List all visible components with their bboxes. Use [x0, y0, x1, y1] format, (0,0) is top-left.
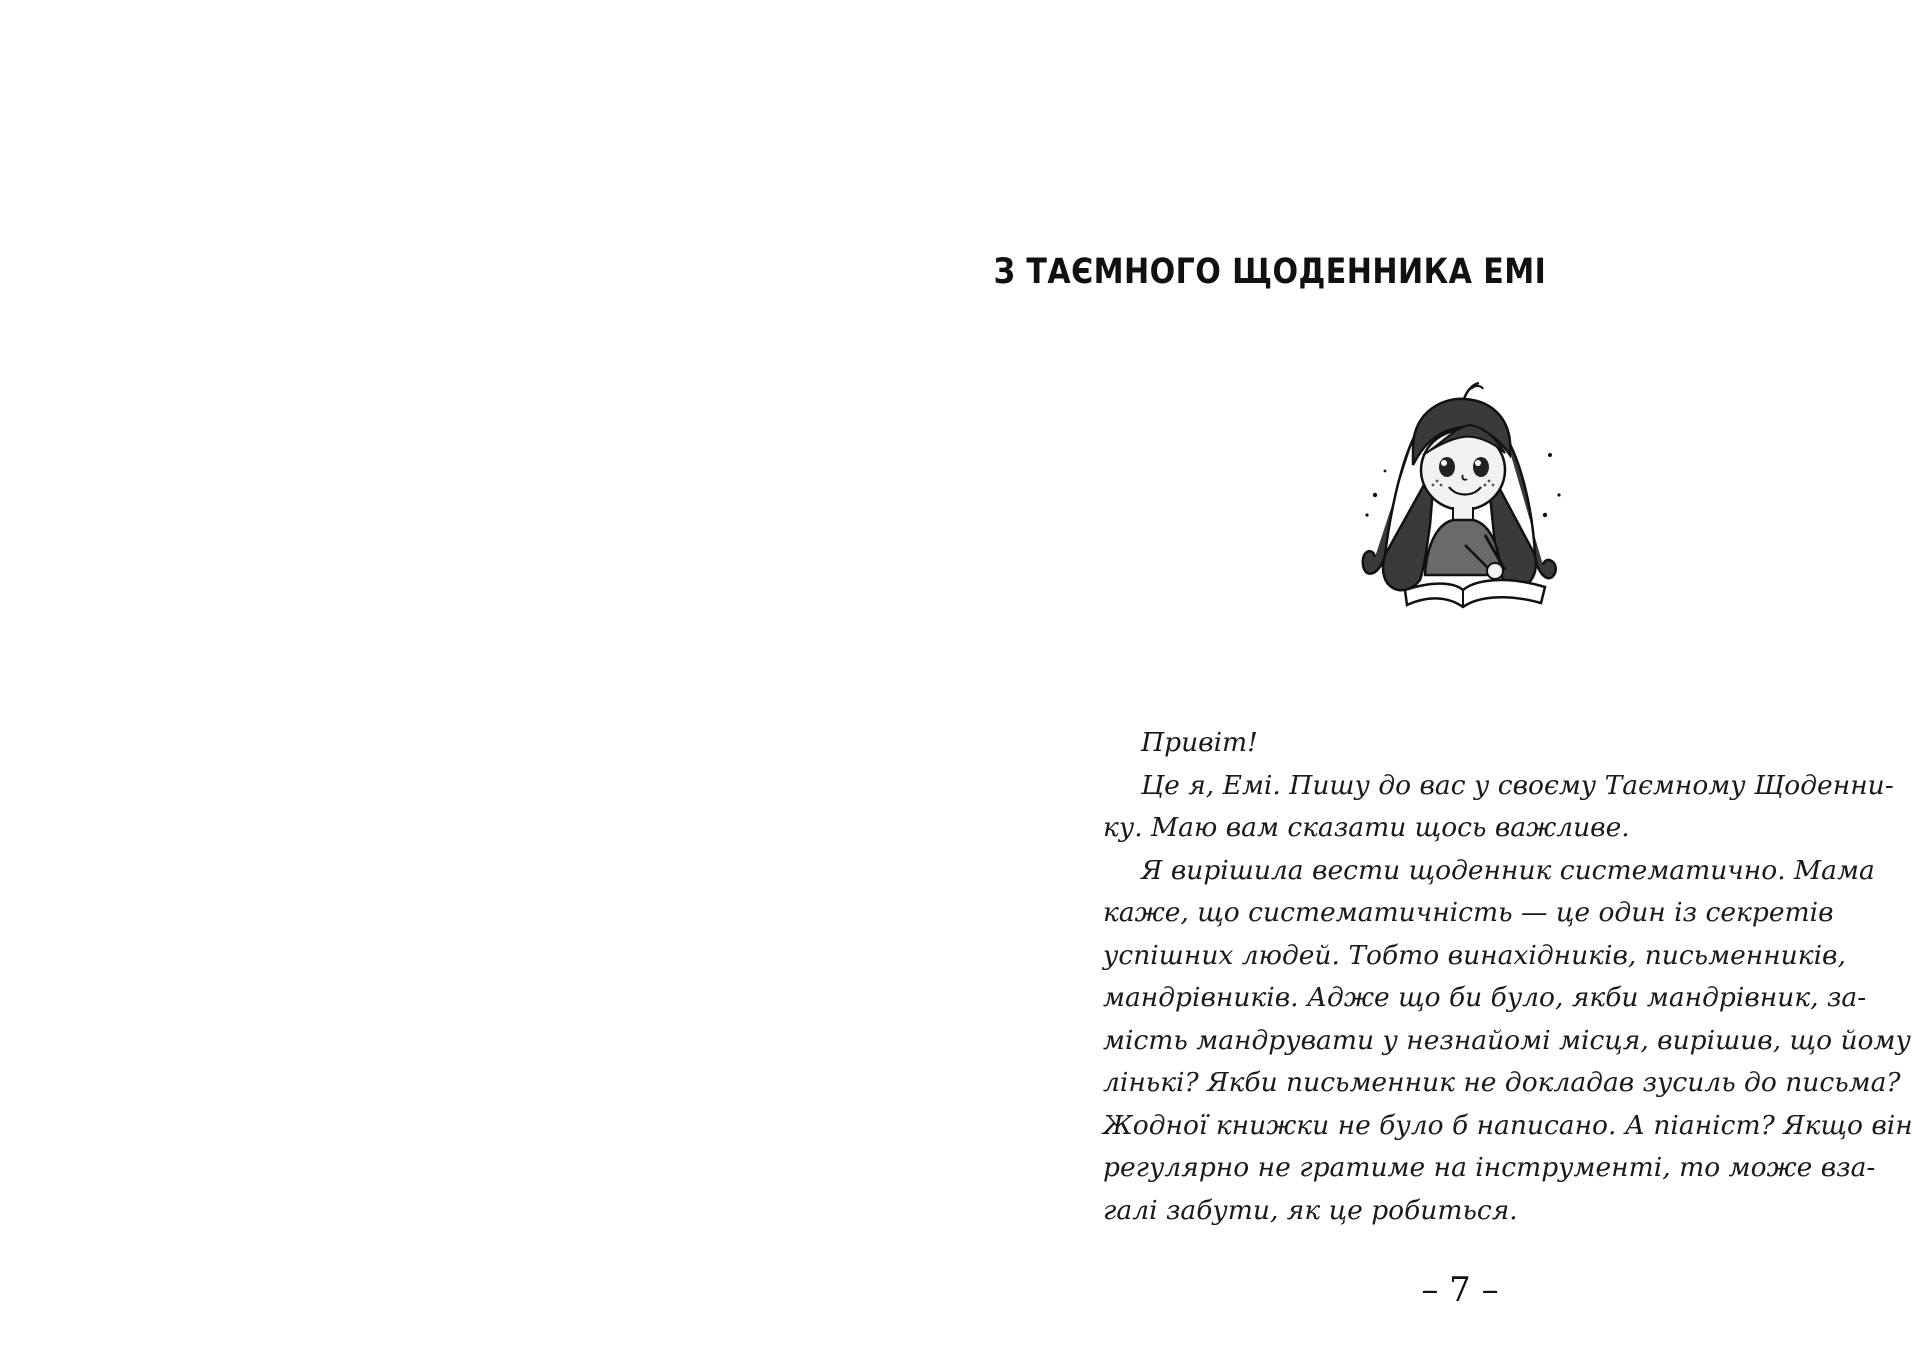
text-line: регулярно не гратиме на інструменті, то може взa-: [1103, 1152, 1876, 1183]
text-line: Це я, Емі. Пишу до вас у своєму Таємному Щоденни-: [1141, 769, 1894, 801]
diary-text: [1103, 722, 1913, 1232]
text-line: Привіт!: [1141, 727, 1258, 758]
chapter-title: З ТАЄМНОГО ЩОДЕННИКА ЕМІ: [993, 252, 1547, 292]
text-line: каже, що систематичність — це один із секретів: [1103, 897, 1834, 928]
text-line: успішних людей. Тобто винахідників, письменників,: [1103, 939, 1846, 971]
girl-writing-diary-illustration-icon: [1345, 375, 1575, 635]
text-line: галі забути, як це робиться.: [1103, 1194, 1518, 1226]
text-line: мість мандрувати у незнайомі місця, вирішив, що йому: [1103, 1024, 1911, 1056]
page-number: – 7 –: [1421, 1270, 1499, 1310]
text-line: Жодної книжки не було б написано. А піаніст? Якщо він: [1103, 1109, 1913, 1141]
text-line: Я вирішила вести щоденник систематично. Мама: [1141, 854, 1875, 886]
text-line: ку. Маю вам сказати щось важливе.: [1103, 812, 1630, 843]
text-line: лінькі? Якби письменник не докладав зусиль до письма?: [1103, 1067, 1901, 1098]
text-line: мандрівників. Адже що би було, якби мандрівник, за-: [1103, 982, 1867, 1013]
